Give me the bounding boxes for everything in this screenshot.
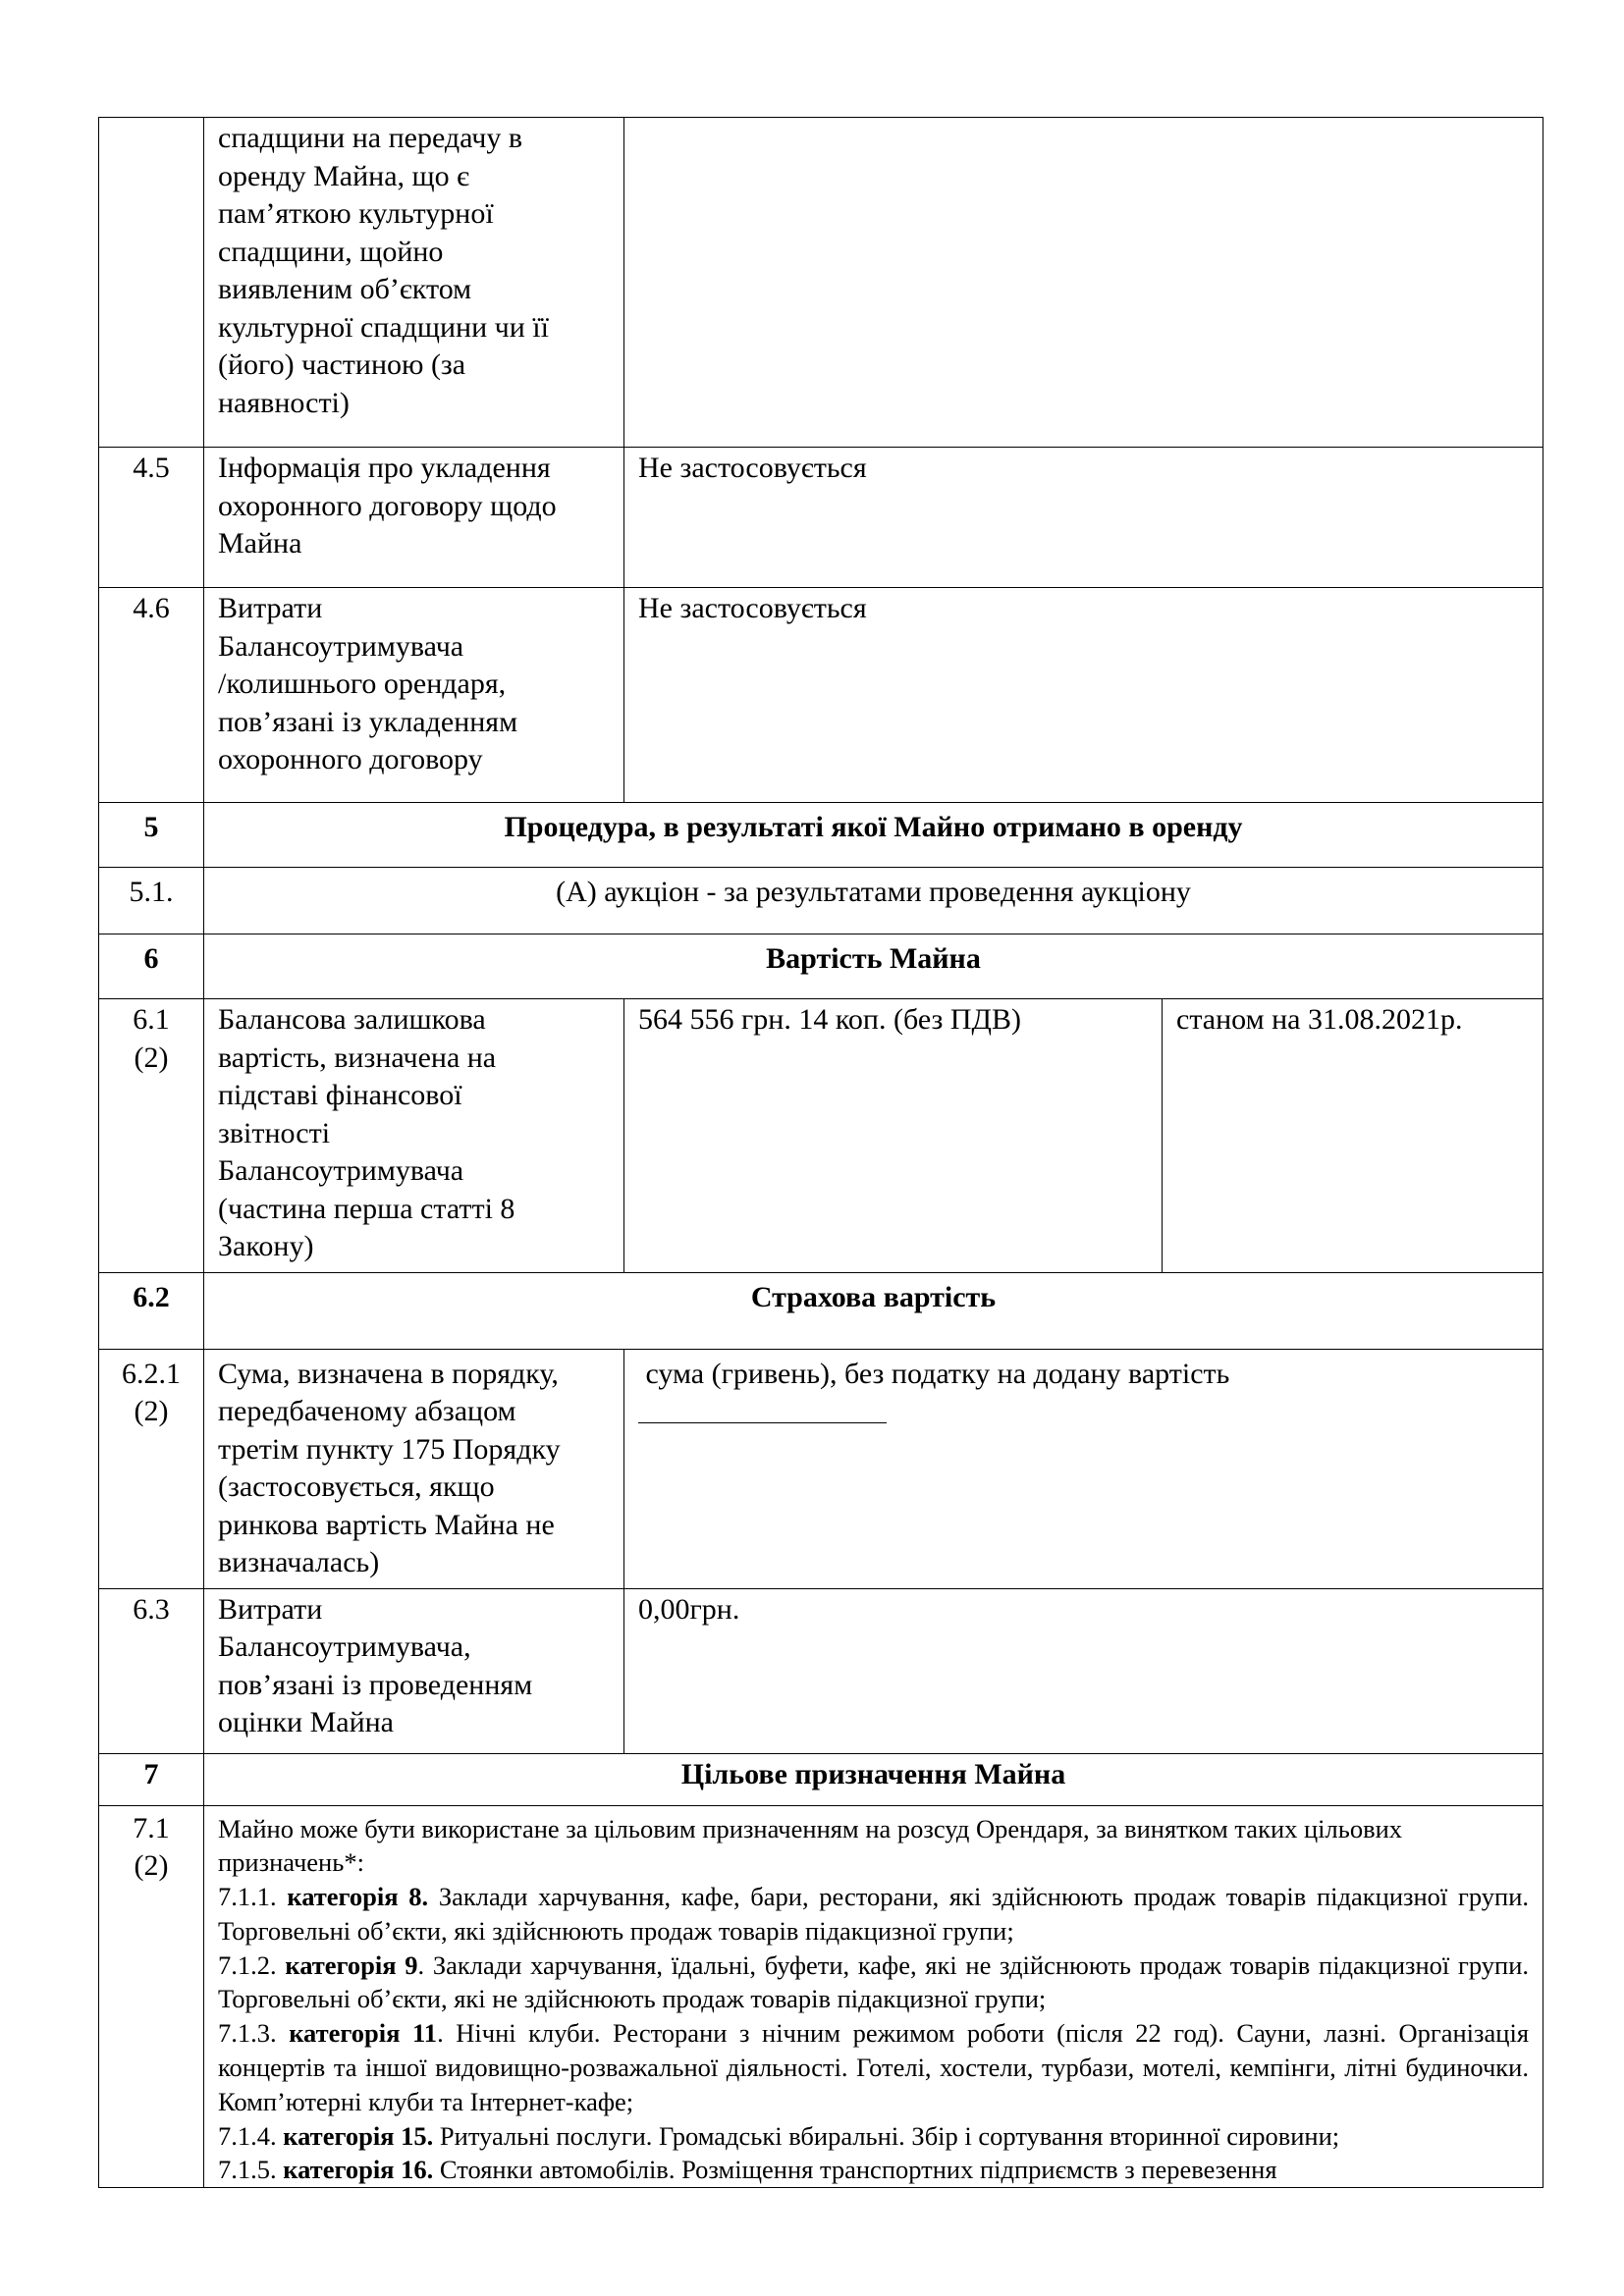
row-number: 4.6 <box>99 588 204 803</box>
row-value: Не застосовується <box>624 448 1543 588</box>
item-category: категорія 15. <box>283 2120 434 2151</box>
section-number: 6 <box>99 934 204 999</box>
row-value: (А) аукціон - за результатами проведення аукціону <box>204 868 1543 934</box>
list-item <box>218 1880 1529 1949</box>
purpose-exclusions-cell <box>204 1805 1543 2188</box>
insurance-sum-text: сума (гривень), без податку на додану вартість <box>638 1357 1230 1390</box>
blank-fill-line <box>638 1393 887 1423</box>
row-label: Витрати Балансоутримувача, пов’язані із проведенням оцінки Майна <box>204 1588 624 1753</box>
item-prefix: 7.1.3. <box>218 2018 290 2049</box>
item-category: категорія 8. <box>287 1882 429 1912</box>
item-prefix: 7.1.4. <box>218 2120 284 2151</box>
row-value <box>624 118 1543 448</box>
item-prefix: 7.1.2. <box>218 1949 286 1980</box>
item-category: категорія 9 <box>285 1949 418 1980</box>
item-text: . Заклади харчування, їдальні, буфети, кафе, які не здійснюють продаж товарів підакцизної групи. Торговельні об’єкти, які не здійснюють продаж товарів підакцизної групи; <box>218 1949 1529 2014</box>
section-header-row <box>99 1753 1543 1805</box>
row-number: 7.1 (2) <box>99 1805 204 2188</box>
row-number: 6.1 (2) <box>99 999 204 1273</box>
section-title: Страхова вартість <box>204 1272 1543 1349</box>
row-label: Витрати Балансоутримувача /колишнього орендаря, пов’язані із укладенням охоронного договору <box>204 588 624 803</box>
row-number: 6.2.1 (2) <box>99 1349 204 1588</box>
item-text: Ритуальні послуги. Громадські вбиральні. Збір і сортування вторинної сировини; <box>433 2120 1340 2151</box>
row-number: 4.5 <box>99 448 204 588</box>
section-number: 5 <box>99 803 204 868</box>
section-title: Процедура, в результаті якої Майно отримано в оренду <box>204 803 1543 868</box>
row-value-cell <box>624 1349 1543 1588</box>
purpose-intro: Майно може бути використане за цільовим призначенням на розсуд Орендаря, за винятком таких цільових призначень*: <box>218 1813 1403 1878</box>
row-label: Сума, визначена в порядку, передбаченому абзацом третім пункту 175 Порядку (застосовується, якщо ринкова вартість Майна не визначалась) <box>204 1349 624 1588</box>
section-header-row <box>99 934 1543 999</box>
section-header-row <box>99 803 1543 868</box>
balance-date: станом на 31.08.2021р. <box>1163 999 1543 1273</box>
item-prefix: 7.1.5. <box>218 2155 284 2185</box>
section-header-row <box>99 1272 1543 1349</box>
list-item <box>218 1949 1529 2017</box>
list-item <box>218 2153 1529 2187</box>
row-number: 5.1. <box>99 868 204 934</box>
list-item <box>218 2119 1529 2154</box>
row-number <box>99 118 204 448</box>
list-item <box>218 2016 1529 2118</box>
row-value: 0,00грн. <box>624 1588 1543 1753</box>
item-prefix: 7.1.1. <box>218 1882 288 1912</box>
item-text: . Нічні клуби. Ресторани з нічним режимом роботи (після 22 год). Сауни, лазні. Організація концертів та іншої видовищно-розважальної діяльності. Готелі, хостели, турбази, мотелі, кемпінги, літні будиночки. Комп’ютерні клуби та Інтернет-кафе; <box>218 2018 1530 2116</box>
row-label: спадщини на передачу в оренду Майна, що є пам’яткою культурної спадщини, щойно виявленим об’єктом культурної спадщини чи її (його) частиною (за наявності) <box>204 118 624 448</box>
item-text: Стоянки автомобілів. Розміщення транспортних підприємств з перевезення <box>433 2155 1277 2185</box>
table-row <box>99 1805 1543 2188</box>
table-row <box>99 588 1543 803</box>
table-row <box>99 999 1543 1273</box>
table-row <box>99 1588 1543 1753</box>
property-info-table <box>98 117 1543 2188</box>
balance-value: 564 556 грн. 14 коп. (без ПДВ) <box>624 999 1163 1273</box>
document-page <box>98 117 1543 2188</box>
item-category: категорія 11 <box>289 2018 438 2049</box>
table-row <box>99 448 1543 588</box>
table-row <box>99 868 1543 934</box>
row-number: 6.3 <box>99 1588 204 1753</box>
row-label: Інформація про укладення охоронного договору щодо Майна <box>204 448 624 588</box>
section-number: 7 <box>99 1753 204 1805</box>
row-label: Балансова залишкова вартість, визначена на підставі фінансової звітності Балансоутримувача (частина перша статті 8 Закону) <box>204 999 624 1273</box>
section-number: 6.2 <box>99 1272 204 1349</box>
section-title: Вартість Майна <box>204 934 1543 999</box>
row-value: Не застосовується <box>624 588 1543 803</box>
item-category: категорія 16. <box>283 2155 434 2185</box>
section-title: Цільове призначення Майна <box>204 1753 1543 1805</box>
table-row <box>99 118 1543 448</box>
table-row <box>99 1349 1543 1588</box>
item-text: Заклади харчування, кафе, бари, ресторани, які здійснюють продаж товарів підакцизної групи. Торговельні об’єкти, які здійснюють продаж товарів підакцизної групи; <box>218 1882 1530 1946</box>
